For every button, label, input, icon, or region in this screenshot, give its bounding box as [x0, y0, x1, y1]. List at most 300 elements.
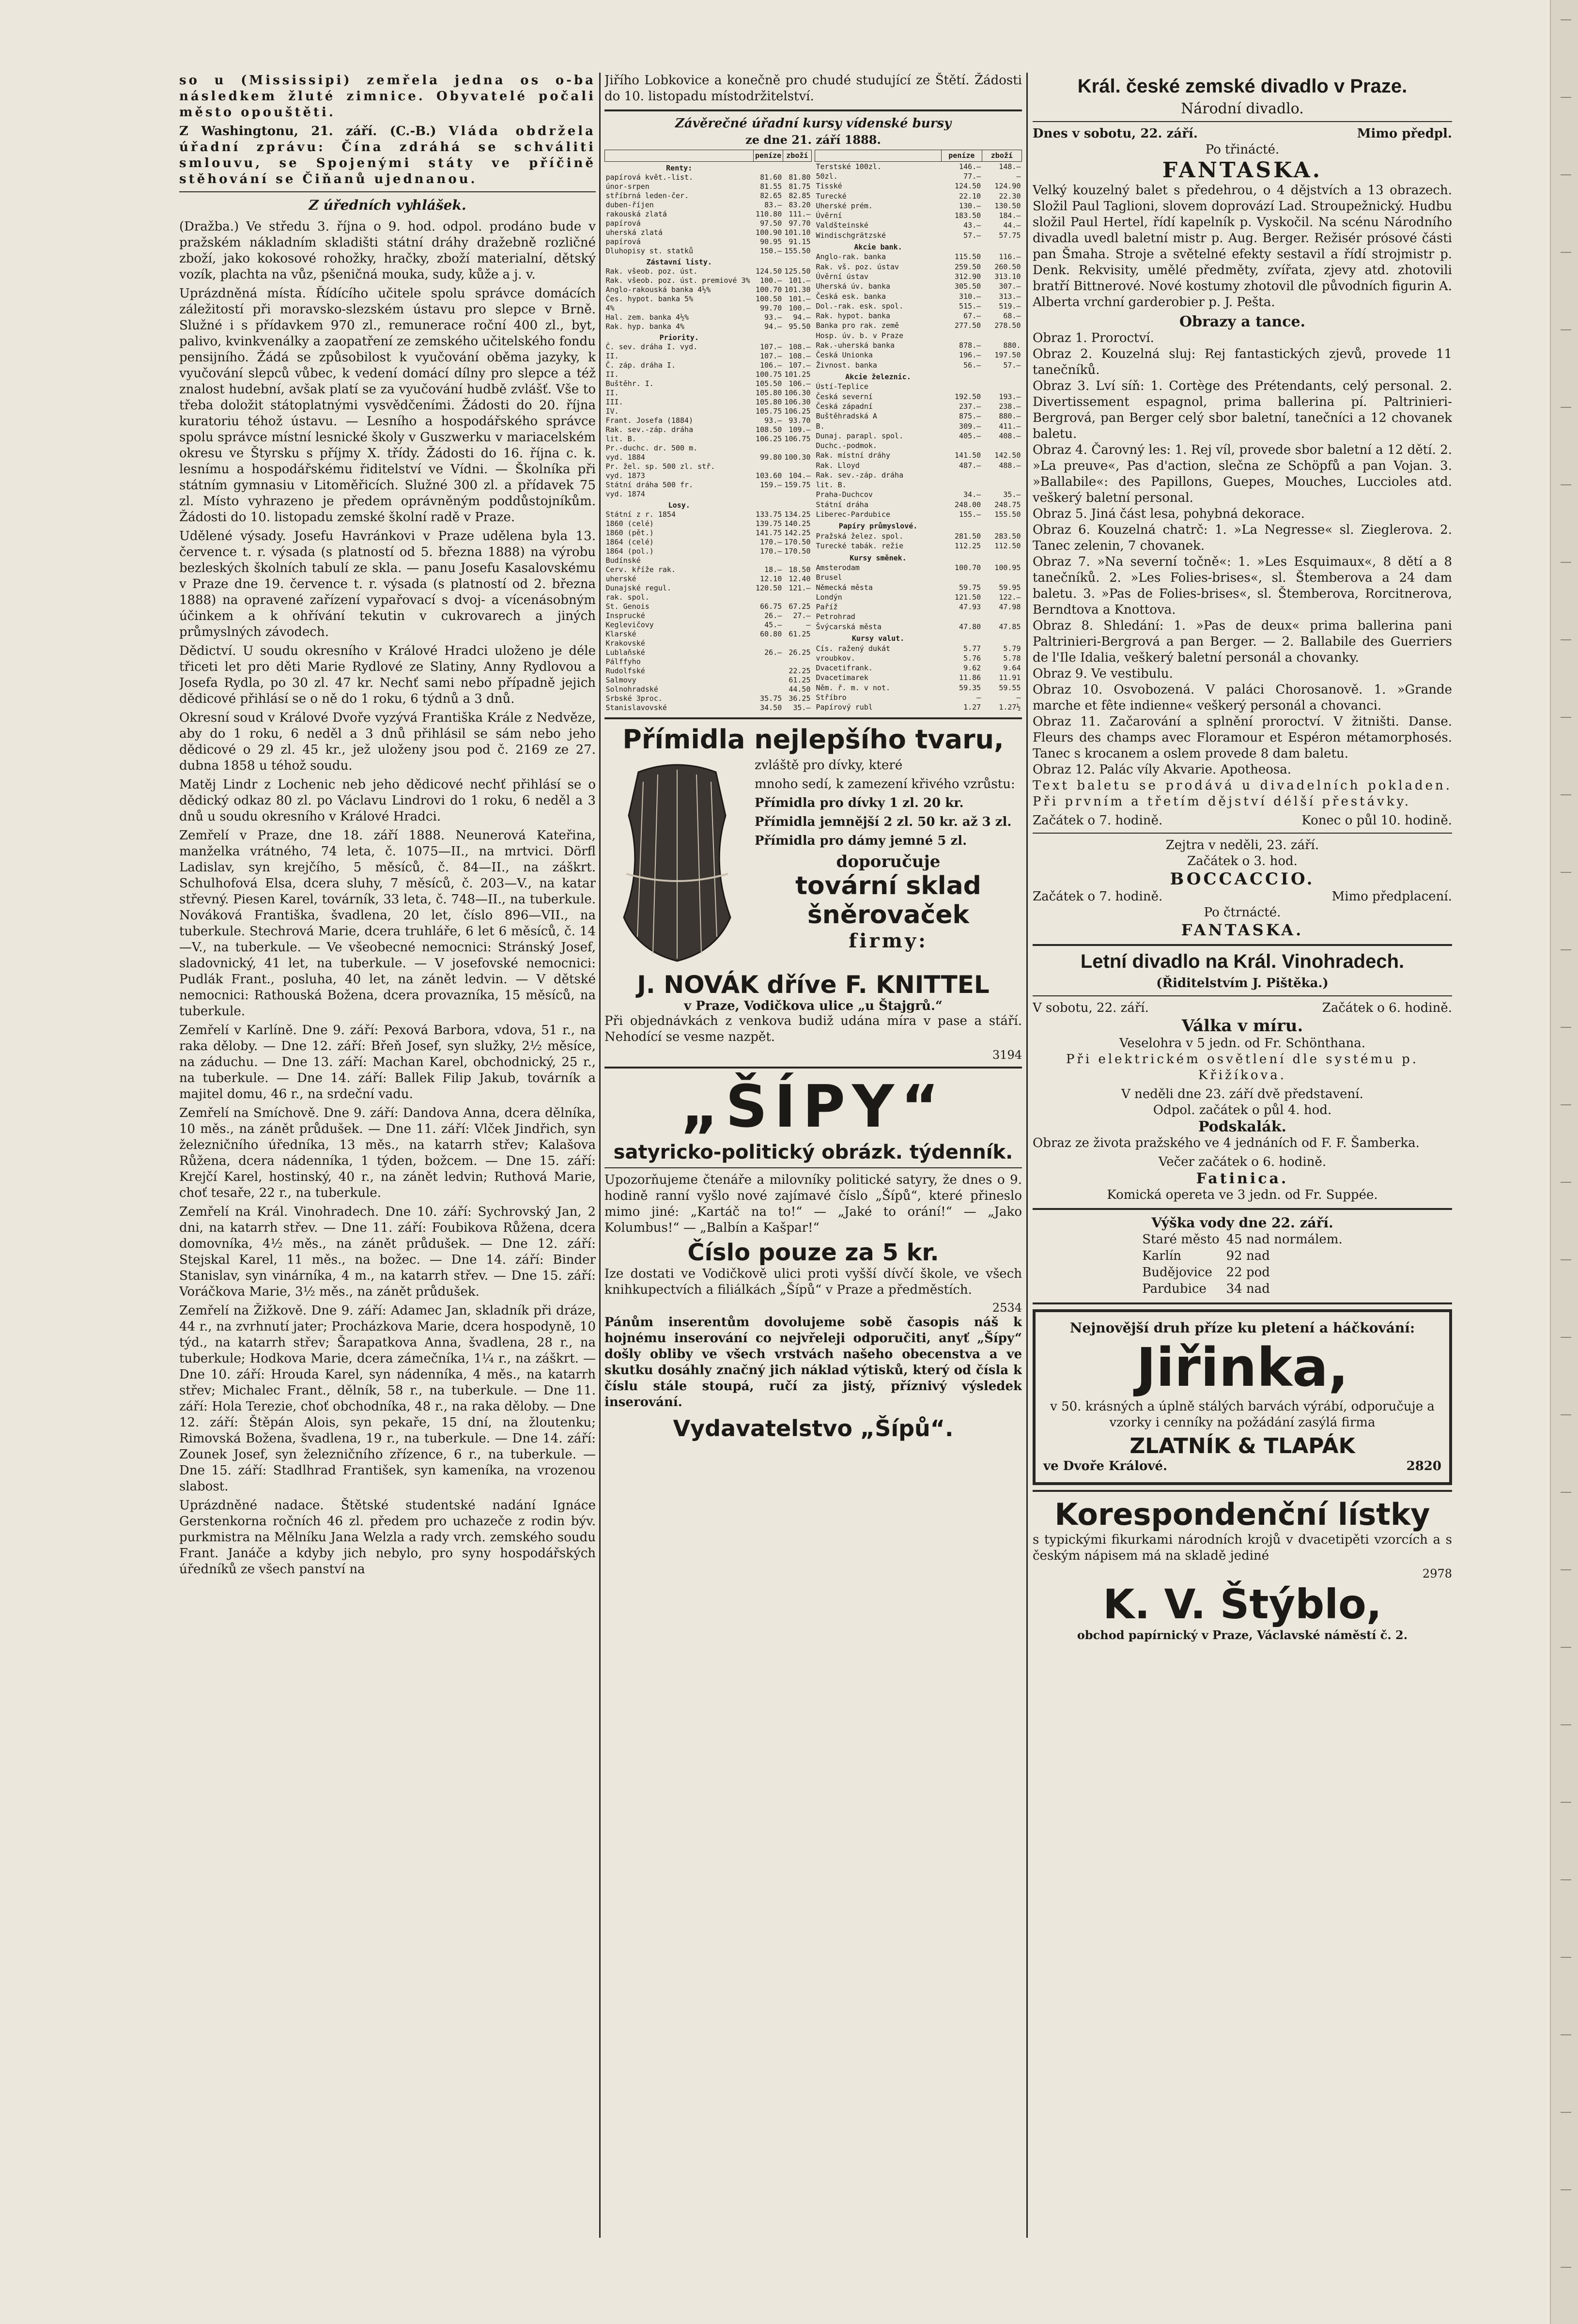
kurs-zbozi: 36.25	[789, 694, 811, 703]
kurs-penize: 18.—	[764, 565, 782, 574]
theatre-subtitle: Národní divadlo.	[1181, 100, 1304, 117]
kurs-zbozi: 57.—	[1003, 360, 1021, 370]
col-header-penize: peníze	[754, 150, 783, 162]
kurs-zbozi: 488.—	[999, 461, 1021, 470]
kurs-label: únor-srpen	[605, 182, 650, 191]
kurs-label: Č. záp. dráha I.	[605, 361, 676, 370]
kurs-zbozi	[982, 470, 1021, 480]
kurs-zbozi: 81.75	[789, 182, 811, 191]
kurs-zbozi	[783, 462, 811, 471]
kurs-label: Cerv. kříže rak.	[605, 565, 676, 574]
kurs-label: Klarské	[605, 630, 636, 638]
kurs-label: IV.	[605, 407, 619, 416]
edge-tick	[1561, 252, 1571, 253]
kurs-penize	[942, 612, 982, 622]
kurs-zbozi: 101.—	[789, 294, 811, 303]
kurs-zbozi: 313.—	[999, 292, 1021, 301]
kurs-row	[815, 612, 1022, 622]
kurs-penize: 130.—	[959, 201, 981, 210]
kurs-label: Úvěrní ústav	[816, 272, 868, 281]
kurs-label: vyd. 1874	[605, 490, 645, 498]
kurs-label: Lublaňské	[605, 648, 645, 657]
kurs-row	[815, 673, 1022, 683]
kurs-label: Rak. sev.-záp. dráha	[816, 470, 904, 480]
kurs-zbozi	[982, 370, 1021, 382]
voda-value: 45 nad normálem.	[1226, 1232, 1343, 1247]
kurs-zbozi	[783, 444, 811, 453]
zemreli-smichove: Zemřelí na Smíchově. Dne 9. září: Dandova Anna, dcera dělníka, 10 měs., na zánět průdušek. — Dne 11. září: Vlček Jindřich, syn železničního úředníka, 13 měs., na katarrh střev; Kalašova Růžena, dcera nádenníka, 1 týden, božcem. — Dne 15. září: Krejčí Karel, hostinský, 40 r., na zánět ledvin; Ruthová Marie, choť tesaře, 22 r., na tuberkule.	[179, 1106, 596, 1200]
firmy: firmy:	[849, 930, 928, 952]
novak-firm: J. NOVÁK dříve F. KNITTEL	[637, 971, 990, 999]
obrazy-list	[1033, 330, 1452, 778]
kurs-zbozi: 111.—	[789, 210, 811, 218]
kurs-zbozi: 880.—	[999, 412, 1021, 421]
kurs-zbozi	[783, 499, 811, 510]
kurs-penize: 9.62	[963, 664, 981, 673]
kurs-penize: 120.50	[756, 584, 782, 592]
kurs-label: Rak. hypot. banka	[816, 311, 891, 321]
obraz-item: Obraz 2. Kouzelná sluj: Rej fantastických zjevů, provede 11 tanečníků.	[1033, 347, 1452, 377]
kursy-table-left	[604, 150, 812, 713]
kurs-row	[815, 542, 1022, 551]
kurs-label: lit. B.	[816, 480, 847, 490]
fantaska-title: FANTASKA.	[1162, 158, 1323, 183]
kurs-penize: 139.75	[756, 519, 782, 528]
column-rule	[599, 73, 601, 2238]
kurs-label: 1860 (celé)	[605, 519, 654, 528]
kurs-label: rak. spol.	[605, 593, 650, 602]
edge-tick	[1561, 872, 1571, 873]
kurs-zbozi	[783, 331, 811, 342]
kurs-penize	[942, 573, 982, 583]
kurs-zbozi: 108.—	[789, 352, 811, 360]
kurs-row	[815, 262, 1022, 272]
kurs-zbozi: 68.—	[1003, 311, 1021, 321]
kurs-zbozi: 134.25	[784, 510, 811, 519]
kurs-penize: 305.50	[955, 282, 981, 291]
kurs-zbozi: 27.—	[793, 611, 811, 620]
mimo-predplaceni: Mimo předplacení.	[1331, 889, 1452, 904]
kurs-penize: 875.—	[959, 412, 981, 421]
kurs-label: Papírový rubl	[816, 703, 873, 712]
corset-line: Přímidla jemnější 2 zl. 50 kr. až 3 zl.	[755, 815, 1012, 829]
kurs-row	[815, 490, 1022, 500]
kurs-penize: 248.00	[955, 500, 981, 509]
kurs-label: B.	[816, 421, 825, 431]
kurs-penize: 100.—	[760, 276, 782, 285]
obraz-item: Obraz 10. Osvobozená. V paláci Chorosanově. 1. »Grande marche et fête indienne« veškerý personál a chovanci.	[1033, 682, 1452, 713]
kurs-zbozi: 61.25	[789, 676, 811, 684]
kurs-label: St. Genois	[605, 602, 650, 611]
kurs-row	[605, 666, 812, 676]
kurs-row	[605, 407, 812, 416]
kurs-label: Petrohrad	[816, 612, 855, 621]
kurs-penize: 100.70	[756, 285, 782, 294]
kurs-penize: 878.—	[959, 341, 981, 350]
kurs-label: papírová květ.-list.	[605, 173, 694, 182]
kurs-penize: 106.—	[760, 361, 782, 370]
kurs-penize: 310.—	[959, 292, 981, 301]
column-rule	[1026, 73, 1028, 2238]
kurs-zbozi: 170.50	[784, 538, 811, 546]
edge-tick	[1561, 1337, 1571, 1338]
kursy-date: ze dne 21. září 1888.	[745, 133, 881, 147]
kurs-row	[815, 551, 1022, 563]
kurs-penize: 487.—	[959, 461, 981, 470]
zacatek: Začátek o 7. hodině.	[1033, 813, 1163, 828]
kurs-row	[815, 402, 1022, 411]
kurs-label: Státní dráha	[816, 500, 868, 509]
kurs-zbozi	[982, 331, 1021, 341]
kurs-row	[815, 360, 1022, 370]
edge-tick	[1561, 97, 1571, 98]
kurs-label: vroubkov.	[816, 653, 855, 663]
kurs-zbozi: 107.—	[789, 361, 811, 370]
po-trinacte: Po třinácté.	[1205, 142, 1280, 157]
kurs-penize: 43.—	[963, 221, 981, 230]
kurs-label: Uherská úv. banka	[816, 282, 891, 291]
kurs-row	[815, 331, 1022, 341]
kurs-row	[605, 313, 812, 322]
kurs-row	[605, 639, 812, 648]
voda-value: 92 nad	[1226, 1249, 1270, 1263]
kurs-penize	[754, 685, 783, 694]
kurs-zbozi: 94.—	[793, 313, 811, 322]
kurs-row	[815, 392, 1022, 402]
kurs-zbozi: —	[1016, 693, 1021, 702]
kurs-row	[605, 547, 812, 556]
kurs-zbozi	[982, 441, 1021, 450]
kurs-zbozi: 59.55	[999, 683, 1021, 692]
kurs-penize: 159.—	[760, 480, 782, 489]
kurs-label: Dvacetimarek	[816, 673, 868, 682]
kurs-penize: 141.50	[955, 451, 981, 460]
edge-tick	[1561, 2112, 1571, 2113]
kurs-label: 1860 (pět.)	[605, 528, 654, 537]
zitra: Zejtra v neděli, 23. září.	[1165, 838, 1319, 852]
edge-tick	[1561, 1104, 1571, 1105]
kursy-table-right	[815, 150, 1022, 713]
kurs-zbozi	[783, 490, 811, 499]
kurs-label: Rak.-uherská banka	[816, 341, 895, 350]
voda-table	[1138, 1231, 1346, 1298]
kurs-row	[605, 510, 812, 519]
jirinka-footer	[1043, 1458, 1441, 1474]
kurs-zbozi	[783, 162, 811, 173]
obraz-item: Obraz 9. Ve vestibulu.	[1033, 666, 1173, 681]
kurs-row	[605, 471, 812, 480]
kurs-label: Rak. místní dráhy	[816, 451, 891, 460]
kurs-zbozi: 35.—	[793, 703, 811, 712]
odpol: Odpol. začátek o půl 4. hod.	[1153, 1103, 1332, 1117]
kurs-penize: 35.75	[760, 694, 782, 703]
divider	[1033, 944, 1452, 946]
kurs-penize: 90.95	[760, 237, 782, 246]
kurs-penize: 107.—	[760, 352, 782, 360]
sobota: V sobotu, 22. září.	[1033, 1001, 1149, 1015]
dedictvi-paragraph-2: Okresní soud v Králové Dvoře vyzývá Františka Krále z Nedvěze, aby do 1 roku, 6 neděl a 3 dnů přihlásil se sám nebo jeho dědicové o 29 zl. 45 kr., jež uloženy jsou pod č. 2169 ze 27. dubna 1858 u téhož soudu.	[179, 711, 596, 773]
kurs-label: Turecké tabák. režie	[816, 542, 904, 551]
kurs-label: Anglo-rakouská banka 4½%	[605, 285, 711, 294]
sipy-text: Upozorňujeme čtenáře a milovníky politické satyry, že dnes o 9. hodině ranní vyšlo nové zajímavé číslo „Šípů“, které přineslo mimo jiné: „Kartáč na to!“ — „Jaké to orání!“ — „Jako Kolumbus!“ — „Balbín a Kašpar!“	[604, 1173, 1022, 1235]
kurs-label: II.	[605, 370, 619, 379]
kurs-penize	[942, 632, 982, 644]
letni-subtitle: (Řiditelstvím J. Pištěka.)	[1156, 976, 1329, 991]
kurs-penize: 108.50	[756, 425, 782, 434]
kurs-label: vyd. 1873	[605, 471, 645, 480]
kurs-row	[605, 379, 812, 388]
kurs-zbozi: 106.30	[784, 388, 811, 397]
kurs-row	[605, 648, 812, 657]
kurs-row	[605, 370, 812, 379]
kurs-row	[605, 247, 812, 256]
kurs-label: Česká Unionka	[816, 351, 873, 360]
kurs-zbozi: 101.10	[784, 228, 811, 237]
edge-tick	[1561, 2034, 1571, 2035]
sipy-where: Ize dostati ve Vodičkově ulici proti vyšší dívčí škole, ve všech knihkupectvích a filiálkách „Šípů“ v Praze a předměstích.	[604, 1267, 1022, 1297]
page-edge	[1550, 0, 1578, 2324]
kurs-penize: 26.—	[764, 611, 782, 620]
kurs-label: vyd. 1884	[605, 453, 645, 462]
kurs-zbozi: 108.—	[789, 342, 811, 351]
kurs-penize: 5.77	[963, 644, 981, 653]
dedictvi-paragraph: Dědictví. U soudu okresního v Králové Hradci uloženo je déle třiceti let pro děti Marie Rydlové ze Slatiny, Anny Rydlovou a Josefa Rydla, po 30 zl. 47 kr. Nechť sami nebo případně jejich dědicové přihlásí se o ně do 1 roku, 6 týdnů a 3 dnů.	[179, 644, 596, 706]
snerovacek: šněrovaček	[807, 900, 970, 930]
kurs-row	[605, 519, 812, 528]
kurs-label: Zástavní listy.	[646, 258, 712, 266]
kurs-row	[815, 292, 1022, 301]
divider	[179, 191, 596, 192]
kurs-row	[815, 370, 1022, 382]
kurs-row	[605, 237, 812, 247]
edge-tick	[1561, 2189, 1571, 2190]
edge-tick	[1561, 1492, 1571, 1493]
konec: Konec o půl 10. hodině.	[1301, 813, 1452, 828]
kurs-penize	[754, 331, 783, 342]
edge-tick	[1561, 794, 1571, 795]
voda-value: 22 pod	[1226, 1265, 1270, 1280]
kurs-label: Rak. sev.-záp. dráha	[605, 425, 694, 434]
kurs-label: Windischgrätzské	[816, 231, 886, 240]
kurs-penize	[942, 551, 982, 563]
kurs-penize: 105.80	[756, 398, 782, 406]
kurs-penize: 170.—	[760, 547, 782, 556]
divider	[1033, 1208, 1452, 1210]
kurs-zbozi: 880.	[1003, 341, 1021, 350]
valka-subtitle: Veselohra v 5 jedn. od Fr. Schönthana.	[1119, 1036, 1365, 1051]
date-line: Dnes v sobotu, 22. září.	[1033, 126, 1198, 141]
kurs-row	[605, 444, 812, 453]
kurs-row	[815, 431, 1022, 441]
kurs-row	[605, 162, 812, 173]
kurs-row	[815, 272, 1022, 281]
zemreli-karline: Zemřelí v Karlíně. Dne 9. září: Pexová Barbora, vdova, 51 r., na raka děloby. — Dne 12. září: Břeň Josef, syn služky, 2½ měsíce, na záduchu. — Dne 13. září: Machan Karel, obchodnický, 25 r., na tuberkule. — Dne 14. září: Ballek Filip Jakub, továrník a majitel domu, 46 r., na srdeční vadu.	[179, 1023, 596, 1101]
kurs-zbozi	[982, 632, 1021, 644]
kurs-zbozi	[783, 556, 811, 565]
edge-tick	[1561, 407, 1571, 408]
kurs-penize: 77.—	[963, 171, 981, 181]
kurs-penize: 259.50	[955, 262, 981, 271]
kurs-label: Buštěhradská A	[816, 412, 877, 421]
kurs-penize: 105.80	[756, 388, 782, 397]
kurs-label: Keglevičovy	[605, 620, 654, 629]
corset-line: Přímidla pro dámy jemné 5 zl.	[755, 834, 967, 848]
podskalak-subtitle: Obraz ze života pražského ve 4 jednáních od F. F. Šamberka.	[1033, 1136, 1420, 1150]
kurs-zbozi: 22.25	[789, 666, 811, 675]
kurs-penize	[754, 556, 783, 565]
kurs-label: Česká esk. banka	[816, 292, 886, 301]
kurs-penize: 103.60	[756, 471, 782, 480]
kurs-penize: 45.—	[764, 620, 782, 629]
kurs-label: II.	[605, 388, 619, 397]
kurs-label: Státní z r. 1854	[605, 510, 676, 519]
kurs-zbozi: 411.—	[999, 421, 1021, 431]
kurs-zbozi: 104.—	[789, 471, 811, 480]
kurs-row	[815, 470, 1022, 480]
kurs-label: Rak. hyp. banka 4%	[605, 322, 685, 331]
jirinka-title: Jiřinka,	[1136, 1336, 1349, 1398]
kurs-penize: 94.—	[764, 322, 782, 331]
kurs-row	[815, 563, 1022, 573]
zemreli-praze: Zemřelí v Praze, dne 18. září 1888. Neunerová Kateřina, manželka vrátného, 74 leta, č. 1075—II., na mrtvici. Dörfl Ladislav, syn krejčího, 5 měsíců, č. 84—II., na záškrt. Schulhofová Elsa, dcera sluhy, 7 měsíců, č. 203—V., na katar střevný. Piesen Karel, továrník, 33 leta, č. 748—II., na tuberkule. Nováková Františka, švadlena, 20 let, číslo 896—VII., na tuberkule. Stechrová Marie, dcera truhláře, 6 let 6 měsíců, č. 14—V., na tuberkule. — Ve všeobecné nemocnici: Stránský Josef, sladovnický, 41 let, na tuberkule. — V josefovské nemocnici: Pudlák Frant., posluha, 40 let, na zánět ledvin. — V dětské nemocnici: Rathouská Božena, dcera provazníka, 15 měsíců, na tuberkule.	[179, 828, 596, 1019]
kurs-penize	[942, 470, 982, 480]
kurs-label: Ústí-Teplice	[816, 382, 868, 391]
kurs-row	[605, 342, 812, 352]
kurs-zbozi: 5.78	[1003, 653, 1021, 663]
kurs-row	[605, 201, 812, 210]
kurs-zbozi	[783, 639, 811, 648]
koresp-number: 2978	[1422, 1567, 1452, 1580]
kurs-row	[815, 653, 1022, 663]
kurs-penize: 192.50	[955, 392, 981, 401]
kurs-row	[815, 182, 1022, 191]
kurs-penize: 170.—	[760, 538, 782, 546]
washington-news	[179, 124, 596, 187]
obraz-item: Obraz 12. Palác víly Akvarie. Apotheosa.	[1033, 762, 1292, 777]
zacatek: Začátek o 7. hodině.	[1033, 889, 1163, 904]
sipy-title: „ŠÍPY“	[681, 1073, 946, 1141]
voda-place: Karlín	[1142, 1249, 1182, 1263]
tovarni-sklad: tovární sklad	[795, 871, 981, 900]
kurs-penize: 57.—	[963, 231, 981, 240]
theatre-title: Král. české zemské divadlo v Praze.	[1077, 76, 1408, 97]
jirinka-text: v 50. krásných a úplně stálých barvách výrábí, odporučuje a vzorky i cenníky na požádání zasýlá firma	[1050, 1399, 1435, 1430]
kurs-zbozi: 91.15	[789, 237, 811, 246]
edge-tick	[1561, 949, 1571, 950]
kurs-zbozi: 100.95	[994, 563, 1021, 572]
kurs-zbozi: 313.10	[994, 272, 1021, 281]
divider	[1033, 995, 1452, 996]
jirinka-top: Nejnovější druh příze ku pletení a háčkování:	[1069, 1320, 1415, 1336]
kurs-row	[605, 556, 812, 565]
kurs-label: Rak. všeob. poz. úst.	[605, 267, 698, 276]
kurs-zbozi: 9.64	[1003, 664, 1021, 673]
edge-tick	[1561, 1879, 1571, 1880]
kurs-label: Pálffyho	[605, 657, 641, 666]
obraz-item: Obraz 3. Lví síň: 1. Cortège des Prétendants, celý personal. 2. Divertissement espagnol, prima ballerina pí. Paltrinieri-Bergrová, pan Berger celý sbor baletní, tanečníci a 12 chovanek baletu.	[1033, 379, 1452, 441]
edge-tick	[1561, 1647, 1571, 1648]
kurs-row	[815, 441, 1022, 450]
kurs-zbozi	[982, 573, 1021, 583]
kurs-penize: 107.—	[760, 342, 782, 351]
column-1	[179, 73, 596, 2238]
kurs-label: Stanislavovské	[605, 703, 667, 712]
kurs-zbozi: 121.—	[789, 584, 811, 592]
kurs-penize: 5.76	[963, 653, 981, 663]
kurs-zbozi: 26.25	[789, 648, 811, 657]
kurs-penize: 237.—	[959, 402, 981, 411]
obraz-item: Obraz 6. Kouzelná chatrč: 1. »La Negresse« sl. Zieglerova. 2. Tanec zelenin, 7 chovanek.	[1033, 523, 1452, 553]
kurs-penize: 47.93	[959, 603, 981, 612]
kurs-penize: 105.75	[756, 407, 782, 416]
kurs-penize: 277.50	[955, 321, 981, 330]
novak-number: 3194	[992, 1048, 1022, 1062]
kurs-zbozi: 95.50	[789, 322, 811, 331]
kurs-row	[605, 361, 812, 370]
kurs-row	[815, 573, 1022, 583]
kurs-label: Hal. zem. banka 4½%	[605, 313, 689, 322]
kurs-penize: 155.—	[959, 510, 981, 519]
kurs-penize: 309.—	[959, 421, 981, 431]
zemreli-vinohrady: Zemřelí na Král. Vinohradech. Dne 10. září: Sychrovský Jan, 2 dni, na katarrh střev. — Dne 11. září: Foubikova Růžena, dcera domovníka, 4½ měs., na zánět průdušek. — Dne 12. září: Stejskal Karel, 11 měs., na božec. — Dne 14. září: Binder Stanislav, syn vinárníka, 4 m., na katarrh střev. — Dne 15. září: Voráčkova Marie, 3½ měs., na zánět průdušek.	[179, 1205, 596, 1299]
jirinka-ad	[1033, 1309, 1452, 1485]
kurs-row	[605, 685, 812, 694]
kurs-penize: 100.50	[756, 294, 782, 303]
kurs-row	[605, 210, 812, 219]
kurs-label: Terstské 100zl.	[816, 162, 882, 171]
kurs-zbozi: —	[1016, 171, 1021, 181]
kursy-tables	[604, 150, 1022, 713]
kurs-zbozi: 130.50	[994, 201, 1021, 210]
kurs-penize: 100.70	[955, 563, 981, 572]
kurs-penize: 93.—	[764, 313, 782, 322]
kurs-penize: 150.—	[760, 247, 782, 255]
kurs-row	[605, 694, 812, 703]
kurs-row	[815, 683, 1022, 693]
kurs-zbozi: 106.—	[789, 379, 811, 388]
kurs-label: Tisské	[816, 182, 842, 191]
kurs-row	[815, 510, 1022, 519]
kurs-row	[605, 490, 812, 499]
kurs-zbozi: 12.40	[789, 574, 811, 583]
kurs-row	[605, 294, 812, 304]
doporucuje: doporučuje	[836, 852, 941, 871]
boccaccio: BOCCACCIO.	[1170, 869, 1315, 889]
kurs-zbozi: 47.85	[999, 622, 1021, 631]
edge-tick	[1561, 1414, 1571, 1415]
kurs-row	[605, 538, 812, 547]
kurs-row	[815, 321, 1022, 331]
kurs-row	[815, 240, 1022, 252]
kurs-label: papírová	[605, 219, 641, 228]
kurs-row	[605, 574, 812, 584]
koresp-title: Korespondenční lístky	[1054, 1497, 1430, 1532]
kurs-penize: 100.90	[756, 228, 782, 237]
kurs-zbozi: 307.—	[999, 282, 1021, 291]
kurs-row	[815, 221, 1022, 231]
divider	[604, 1067, 1022, 1069]
divider	[1033, 1490, 1452, 1492]
kurs-zbozi: 170.50	[784, 547, 811, 556]
kurs-label: Uherské prém.	[816, 201, 873, 210]
kurs-penize	[754, 444, 783, 453]
kurs-penize: 67.—	[963, 311, 981, 321]
kurs-row	[815, 201, 1022, 211]
kurs-zbozi: 122.—	[999, 592, 1021, 602]
kurs-penize: 12.10	[760, 574, 782, 583]
obraz-item: Obraz 7. »Na severní točně«: 1. »Les Esquimaux«, 8 dětí a 8 tanečníků. 2. »Les Folies-brises«, sl. Štemberova a 24 dam baletu. 3. »Pas de Folies-brises«, sl. Štemberova, Rorcitnerova, Berndtova a Knottova.	[1033, 555, 1452, 617]
kurs-penize	[942, 370, 982, 382]
